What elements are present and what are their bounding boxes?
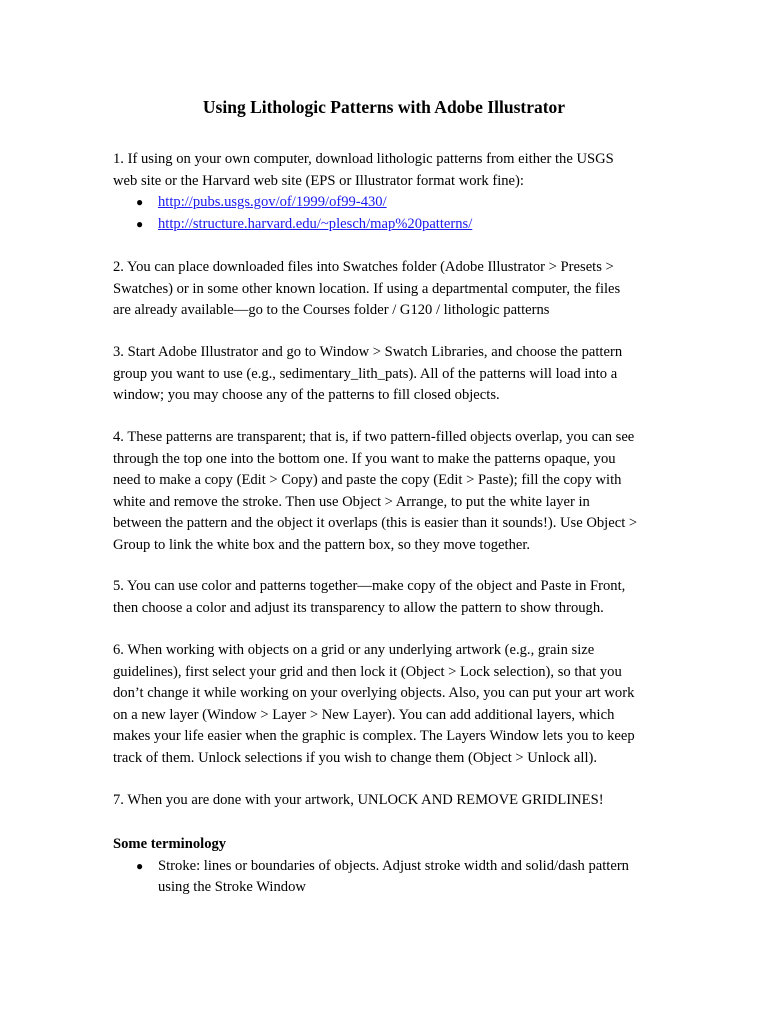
paragraph-line: between the pattern and the object it overlaps (this is easier than it sounds!). Use Object >	[113, 515, 638, 531]
usgs-link[interactable]: http://pubs.usgs.gov/of/1999/of99-430/	[158, 194, 387, 210]
paragraph-line: through the top one into the bottom one. If you want to make the patterns opaque, you	[113, 450, 616, 467]
paragraph-line: 3. Start Adobe Illustrator and go to Window > Swatch Libraries, and choose the pattern	[113, 344, 623, 360]
paragraph-line: Swatches) or in some other known location. If using a departmental computer, the files	[113, 280, 621, 297]
term-line: using the Stroke Window	[158, 879, 306, 895]
link-list	[113, 192, 653, 235]
term-line: Stroke: lines or boundaries of objects. Adjust stroke width and solid/dash pattern	[158, 857, 629, 874]
paragraph-line: 2. You can place downloaded files into Swatches folder (Adobe Illustrator > Presets >	[113, 259, 614, 275]
paragraph-line: 7. When you are done with your artwork, UNLOCK AND REMOVE GRIDLINES!	[113, 792, 604, 808]
paragraph-line: then choose a color and adjust its transparency to allow the pattern to show through.	[113, 599, 604, 616]
terminology-section	[113, 834, 653, 899]
paragraph-line: 4. These patterns are transparent; that is, if two pattern-filled objects overlap, you can see	[113, 429, 635, 445]
paragraph-line: Group to link the white box and the pattern box, so they move together.	[113, 536, 531, 553]
paragraph-line: white and remove the stroke. Then use Object > Arrange, to put the white layer in	[113, 493, 590, 510]
paragraph-line: on a new layer (Window > Layer > New Layer). You can add additional layers, which	[113, 706, 615, 723]
paragraph-5	[113, 576, 653, 619]
paragraph-line: need to make a copy (Edit > Copy) and paste the copy (Edit > Paste); fill the copy with	[113, 472, 622, 488]
list-item	[113, 214, 653, 236]
harvard-link[interactable]: http://structure.harvard.edu/~plesch/map%20patterns/	[158, 215, 473, 232]
paragraph-line: track of them. Unlock selections if you wish to change them (Object > Unlock all).	[113, 749, 598, 766]
paragraph-line: 1. If using on your own computer, download lithologic patterns from either the USGS	[113, 151, 614, 167]
bullet-icon: ●	[136, 216, 144, 231]
page-title: Using Lithologic Patterns with Adobe Illustrator	[202, 97, 566, 117]
paragraph-line: guidelines), first select your grid and then lock it (Object > Lock selection), so that you	[113, 663, 622, 680]
paragraph-line: makes your life easier when the graphic is complex. The Layers Window lets you to keep	[113, 728, 635, 744]
paragraph-line: don’t change it while working on your overlying objects. Also, you can put your art work	[113, 685, 635, 701]
bullet-icon: ●	[136, 858, 144, 873]
paragraph-line: web site or the Harvard web site (EPS or Illustrator format work fine):	[113, 172, 524, 189]
list-item	[113, 856, 653, 899]
paragraph-2	[113, 257, 653, 322]
paragraph-3	[113, 342, 653, 407]
paragraph-line: group you want to use (e.g., sedimentary_lith_pats). All of the patterns will load into a	[113, 365, 618, 382]
paragraph-line: 6. When working with objects on a grid or any underlying artwork (e.g., grain size	[113, 642, 595, 658]
bullet-icon: ●	[136, 195, 144, 209]
paragraph-line: are already available—go to the Courses folder / G120 / lithologic patterns	[113, 302, 550, 318]
list-item	[113, 192, 653, 214]
paragraph-4	[113, 427, 653, 556]
section-heading: Some terminology	[113, 836, 227, 852]
paragraph-line: window; you may choose any of the patterns to fill closed objects.	[113, 387, 500, 403]
paragraph-line: 5. You can use color and patterns together—make copy of the object and Paste in Front,	[113, 578, 626, 594]
paragraph-1	[113, 149, 653, 235]
paragraph-7	[113, 790, 653, 812]
terminology-list	[113, 856, 653, 899]
paragraph-6	[113, 640, 653, 769]
